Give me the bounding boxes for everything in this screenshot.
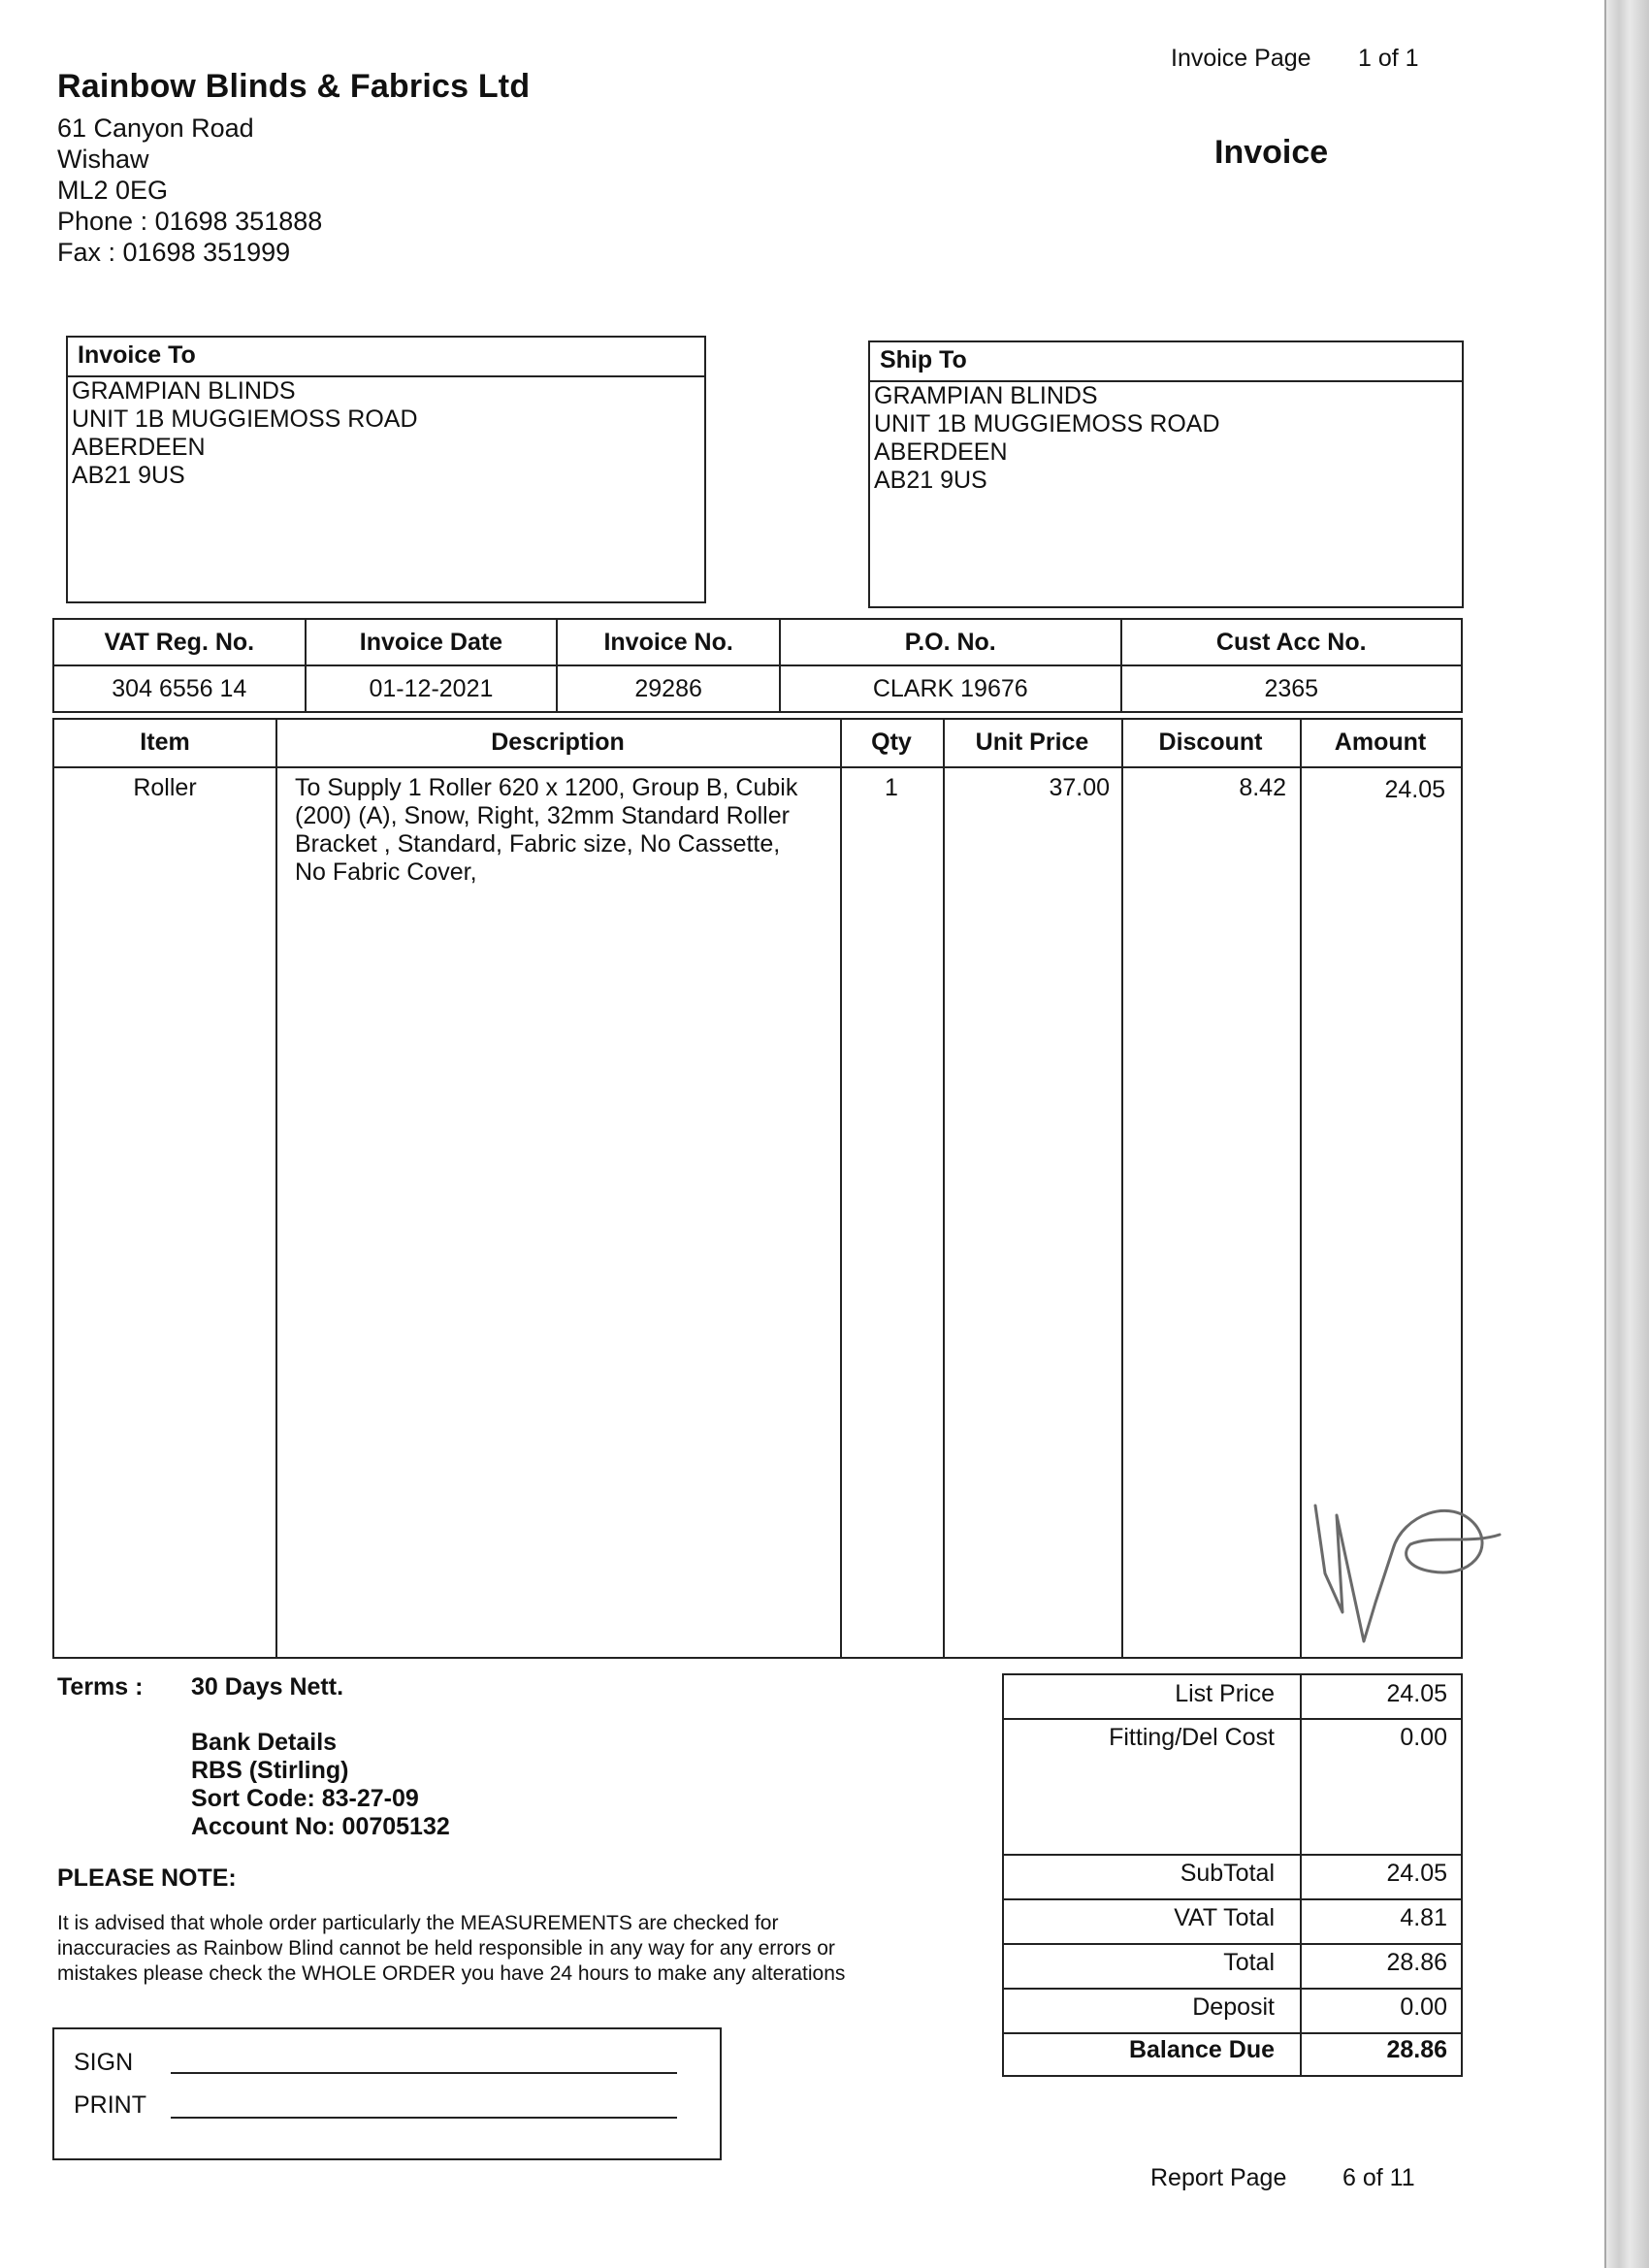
vat-reg-header: VAT Reg. No. bbox=[53, 619, 306, 665]
please-note-text bbox=[57, 1911, 845, 1987]
totals-row bbox=[1004, 1718, 1461, 1856]
sign-label: SIGN bbox=[74, 2049, 134, 2076]
report-page-label: Report Page bbox=[1150, 2164, 1287, 2191]
bank-details-line: Bank Details bbox=[191, 1729, 338, 1756]
invoice-date-value: 01-12-2021 bbox=[306, 665, 558, 712]
document-title: Invoice bbox=[1214, 134, 1329, 171]
description-line: No Fabric Cover, bbox=[295, 859, 477, 886]
deposit-value: 0.00 bbox=[1400, 1993, 1447, 2021]
totals-box bbox=[1002, 1673, 1463, 2077]
scan-shadow-line bbox=[1604, 0, 1606, 2268]
info-value-row bbox=[53, 665, 1462, 712]
amount-cell: 24.05 bbox=[1384, 776, 1445, 803]
please-note-title: PLEASE NOTE: bbox=[57, 1864, 237, 1892]
column-divider bbox=[1121, 720, 1123, 1657]
cust-acc-header: Cust Acc No. bbox=[1121, 619, 1462, 665]
cust-acc-value: 2365 bbox=[1121, 665, 1462, 712]
column-divider bbox=[840, 720, 842, 1657]
column-divider bbox=[943, 720, 945, 1657]
company-address bbox=[57, 113, 322, 268]
sign-line[interactable] bbox=[171, 2072, 677, 2074]
terms-label: Terms : bbox=[57, 1673, 144, 1701]
description-cell bbox=[295, 774, 838, 887]
list-price-value: 24.05 bbox=[1386, 1680, 1447, 1707]
fitting-del-cost-label: Fitting/Del Cost bbox=[1109, 1724, 1275, 1751]
item-header: Item bbox=[140, 729, 190, 756]
ship-to-box bbox=[868, 340, 1464, 608]
invoice-to-heading: Invoice To bbox=[68, 338, 704, 377]
handwritten-signature-mark bbox=[1286, 1457, 1519, 1651]
totals-row bbox=[1004, 1854, 1461, 1900]
sort-code-line: Sort Code: 83-27-09 bbox=[191, 1785, 419, 1812]
fitting-del-cost-value: 0.00 bbox=[1400, 1724, 1447, 1751]
account-no-line: Account No: 00705132 bbox=[191, 1813, 450, 1840]
address-line: 61 Canyon Road bbox=[57, 113, 254, 143]
invoice-to-box bbox=[66, 336, 706, 603]
unit-price-header: Unit Price bbox=[975, 729, 1089, 756]
address-line: ML2 0EG bbox=[57, 176, 169, 205]
totals-row bbox=[1004, 1988, 1461, 2034]
qty-header: Qty bbox=[871, 729, 912, 756]
invoice-no-value: 29286 bbox=[557, 665, 780, 712]
fax-line: Fax : 01698 351999 bbox=[57, 238, 291, 267]
balance-due-value: 28.86 bbox=[1386, 2036, 1447, 2063]
invoice-to-line: UNIT 1B MUGGIEMOSS ROAD bbox=[72, 405, 418, 433]
note-line: It is advised that whole order particularly the MEASUREMENTS are checked for bbox=[57, 1912, 779, 1934]
bank-details bbox=[191, 1729, 450, 1841]
discount-cell: 8.42 bbox=[1239, 774, 1286, 801]
totals-row bbox=[1004, 1675, 1461, 1720]
print-label: PRINT bbox=[74, 2091, 146, 2119]
terms-value: 30 Days Nett. bbox=[191, 1673, 344, 1701]
po-no-value: CLARK 19676 bbox=[780, 665, 1121, 712]
description-line: Bracket , Standard, Fabric size, No Cassette, bbox=[295, 830, 781, 858]
line-items-table bbox=[52, 718, 1463, 1659]
address-line: Wishaw bbox=[57, 145, 149, 174]
description-header: Description bbox=[491, 729, 625, 756]
description-line: (200) (A), Snow, Right, 32mm Standard Roller bbox=[295, 802, 790, 829]
invoice-date-header: Invoice Date bbox=[306, 619, 558, 665]
vat-reg-value: 304 6556 14 bbox=[53, 665, 306, 712]
scan-edge bbox=[1606, 0, 1649, 2268]
invoice-no-header: Invoice No. bbox=[557, 619, 780, 665]
ship-to-line: GRAMPIAN BLINDS bbox=[874, 382, 1098, 409]
invoice-to-line: GRAMPIAN BLINDS bbox=[72, 377, 296, 405]
discount-header: Discount bbox=[1158, 729, 1263, 756]
note-line: mistakes please check the WHOLE ORDER you have 24 hours to make any alterations bbox=[57, 1962, 846, 1985]
invoice-info-table bbox=[52, 618, 1463, 713]
column-divider bbox=[275, 720, 277, 1657]
vat-total-value: 4.81 bbox=[1400, 1904, 1447, 1931]
balance-due-label: Balance Due bbox=[1128, 2036, 1275, 2063]
subtotal-value: 24.05 bbox=[1386, 1860, 1447, 1887]
info-header-row bbox=[53, 619, 1462, 665]
invoice-page-value: 1 of 1 bbox=[1358, 45, 1419, 72]
ship-to-line: ABERDEEN bbox=[874, 438, 1008, 466]
report-page-value: 6 of 11 bbox=[1342, 2164, 1415, 2191]
totals-row bbox=[1004, 2032, 1461, 2075]
subtotal-label: SubTotal bbox=[1180, 1860, 1275, 1887]
amount-header: Amount bbox=[1334, 729, 1427, 756]
company-name: Rainbow Blinds & Fabrics Ltd bbox=[57, 68, 531, 105]
print-line[interactable] bbox=[171, 2117, 677, 2119]
ship-to-line: AB21 9US bbox=[874, 467, 987, 494]
invoice-page-label: Invoice Page bbox=[1171, 45, 1311, 72]
description-line: To Supply 1 Roller 620 x 1200, Group B, Cubik bbox=[295, 774, 798, 801]
qty-cell: 1 bbox=[885, 774, 898, 801]
phone-line: Phone : 01698 351888 bbox=[57, 207, 323, 236]
totals-row bbox=[1004, 1898, 1461, 1945]
invoice-to-line: ABERDEEN bbox=[72, 434, 206, 461]
total-value: 28.86 bbox=[1386, 1949, 1447, 1976]
ship-to-heading: Ship To bbox=[870, 342, 1462, 382]
invoice-to-line: AB21 9US bbox=[72, 462, 185, 489]
item-cell: Roller bbox=[133, 774, 197, 801]
unit-price-cell: 37.00 bbox=[1049, 774, 1110, 801]
po-no-header: P.O. No. bbox=[780, 619, 1121, 665]
list-price-label: List Price bbox=[1175, 1680, 1275, 1707]
total-label: Total bbox=[1223, 1949, 1275, 1976]
deposit-label: Deposit bbox=[1192, 1993, 1275, 2021]
vat-total-label: VAT Total bbox=[1174, 1904, 1275, 1931]
signature-box bbox=[52, 2027, 722, 2160]
bank-name-line: RBS (Stirling) bbox=[191, 1757, 349, 1784]
totals-row bbox=[1004, 1943, 1461, 1990]
ship-to-line: UNIT 1B MUGGIEMOSS ROAD bbox=[874, 410, 1220, 437]
note-line: inaccuracies as Rainbow Blind cannot be held responsible in any way for any errors or bbox=[57, 1937, 835, 1960]
